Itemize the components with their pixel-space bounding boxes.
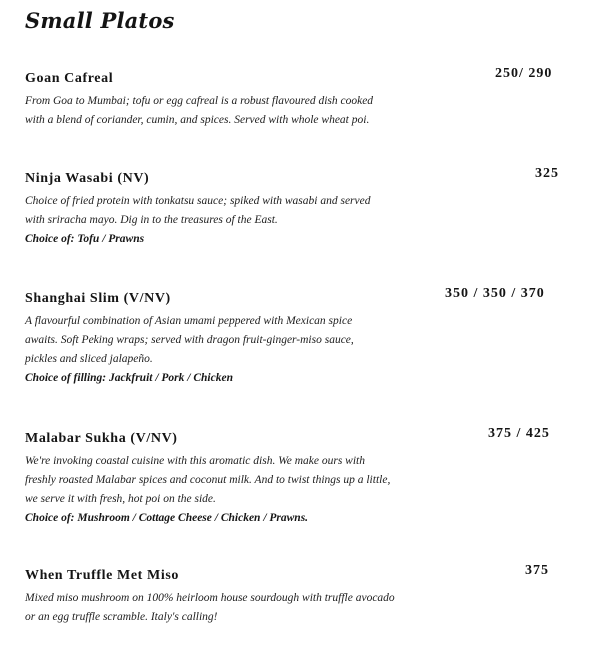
section-title: Small Platos <box>25 8 175 33</box>
description-line: we serve it with fresh, hot poi on the side. <box>25 493 216 505</box>
menu-item-price: 250/ 290 <box>495 66 553 81</box>
menu-item-name: Shanghai Slim (V/NV) <box>25 291 171 306</box>
menu-item-name: When Truffle Met Miso <box>25 568 180 583</box>
menu-item-choice: Choice of: Mushroom / Cottage Cheese / Chicken / Prawns. <box>25 512 309 524</box>
menu-item-price: 350 / 350 / 370 <box>445 286 545 301</box>
description-line: Choice of fried protein with tonkatsu sauce; spiked with wasabi and served <box>25 195 371 207</box>
menu-item-price: 375 <box>525 563 549 578</box>
description-line: awaits. Soft Peking wraps; served with dragon fruit-ginger-miso sauce, <box>25 334 354 346</box>
menu-item-malabar-sukha <box>25 426 585 527</box>
menu-item-description <box>25 312 585 369</box>
menu-item-when-truffle-met-miso <box>25 563 585 627</box>
menu-item-description <box>25 452 585 509</box>
description-line: From Goa to Mumbai; tofu or egg cafreal is a robust flavoured dish cooked <box>25 95 374 107</box>
menu-item-price: 325 <box>535 166 559 181</box>
description-line: with a blend of coriander, cumin, and spices. Served with whole wheat poi. <box>25 114 370 126</box>
menu-item-description <box>25 192 585 230</box>
description-line: pickles and sliced jalapeño. <box>25 353 153 365</box>
menu-item-name: Malabar Sukha (V/NV) <box>25 431 178 446</box>
menu-item-name: Goan Cafreal <box>25 71 114 86</box>
description-line: with sriracha mayo. Dig in to the treasures of the East. <box>25 214 278 226</box>
menu-item-name: Ninja Wasabi (NV) <box>25 171 150 186</box>
menu-item-price: 375 / 425 <box>488 426 550 441</box>
menu-item-ninja-wasabi <box>25 166 585 248</box>
description-line: We're invoking coastal cuisine with this aromatic dish. We make ours with <box>25 455 365 467</box>
menu-item-description <box>25 589 585 627</box>
description-line: Mixed miso mushroom on 100% heirloom house sourdough with truffle avocado <box>25 592 395 604</box>
description-line: A flavourful combination of Asian umami peppered with Mexican spice <box>25 315 353 327</box>
menu-item-choice: Choice of: Tofu / Prawns <box>25 233 145 245</box>
menu-item-shanghai-slim <box>25 286 585 387</box>
menu-item-description <box>25 92 585 130</box>
description-line: or an egg truffle scramble. Italy's calling! <box>25 611 218 623</box>
description-line: freshly roasted Malabar spices and coconut milk. And to twist things up a little, <box>25 474 391 486</box>
menu-item-goan-cafreal <box>25 66 585 130</box>
menu-item-choice: Choice of filling: Jackfruit / Pork / Chicken <box>25 372 233 384</box>
